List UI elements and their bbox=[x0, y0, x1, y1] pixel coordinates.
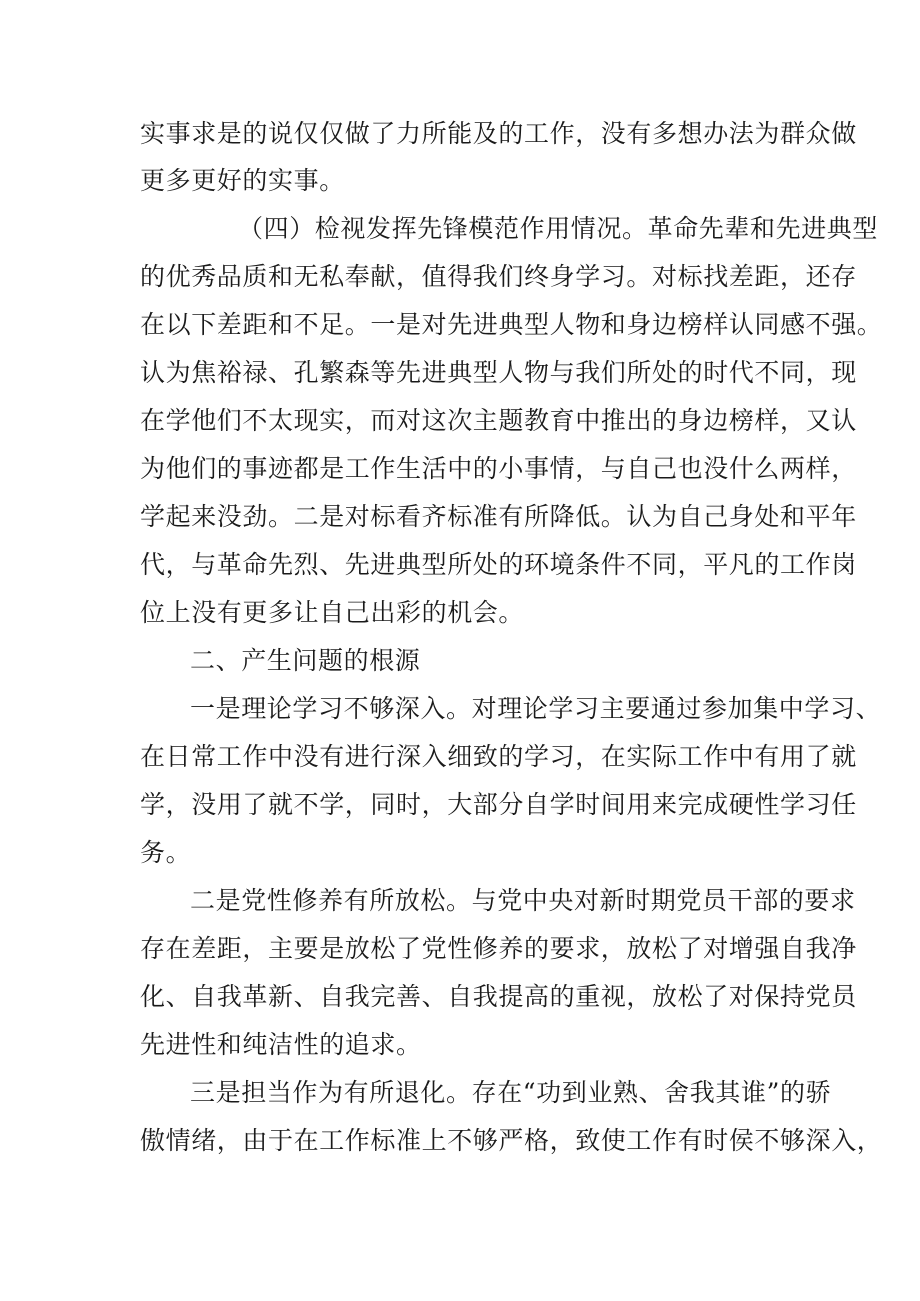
text-line: 存在差距，主要是放松了党性修养的要求，放松了对增强自我净 bbox=[140, 934, 857, 963]
text-line: 为他们的事迹都是工作生活中的小事情，与自己也没什么两样， bbox=[140, 454, 857, 483]
text-line: 实事求是的说仅仅做了力所能及的工作，没有多想办法为群众做 bbox=[140, 119, 857, 148]
paragraph-start: 三是担当作为有所退化。存在“功到业熟、舍我其谁”的骄 bbox=[190, 1078, 832, 1107]
text-line: 学起来没劲。二是对标看齐标准有所降低。认为自己身处和平年 bbox=[140, 502, 857, 531]
text-line: 在学他们不太现实，而对这次主题教育中推出的身边榜样，又认 bbox=[140, 406, 857, 435]
text-line: 的优秀品质和无私奉献，值得我们终身学习。对标找差距，还存 bbox=[140, 262, 857, 291]
text-line: 傲情绪，由于在工作标准上不够严格，致使工作有时侯不够深入， bbox=[140, 1126, 883, 1155]
text-line: 在以下差距和不足。一是对先进典型人物和身边榜样认同感不强。 bbox=[140, 310, 883, 339]
text-line: 代，与革命先烈、先进典型所处的环境条件不同，平凡的工作岗 bbox=[140, 550, 857, 579]
paragraph-start: 二是党性修养有所放松。与党中央对新时期党员干部的要求 bbox=[190, 886, 856, 915]
text-line: 更多更好的实事。 bbox=[140, 166, 345, 195]
text-line: 先进性和纯洁性的追求。 bbox=[140, 1030, 422, 1059]
text-line: 学，没用了就不学，同时，大部分自学时间用来完成硬性学习任 bbox=[140, 790, 857, 819]
text-line: 在日常工作中没有进行深入细致的学习，在实际工作中有用了就 bbox=[140, 742, 857, 771]
text-line: 化、自我革新、自我完善、自我提高的重视，放松了对保持党员 bbox=[140, 982, 857, 1011]
section-heading-2: 二、产生问题的根源 bbox=[190, 646, 421, 675]
text-line: 务。 bbox=[140, 838, 192, 867]
text-line: 认为焦裕禄、孔繁森等先进典型人物与我们所处的时代不同，现 bbox=[140, 358, 857, 387]
paragraph-start: 一是理论学习不够深入。对理论学习主要通过参加集中学习、 bbox=[190, 694, 882, 723]
text-line: 位上没有更多让自己出彩的机会。 bbox=[140, 598, 525, 627]
section-heading-4: （四）检视发挥先锋模范作用情况。革命先辈和先进典型 bbox=[238, 214, 879, 243]
